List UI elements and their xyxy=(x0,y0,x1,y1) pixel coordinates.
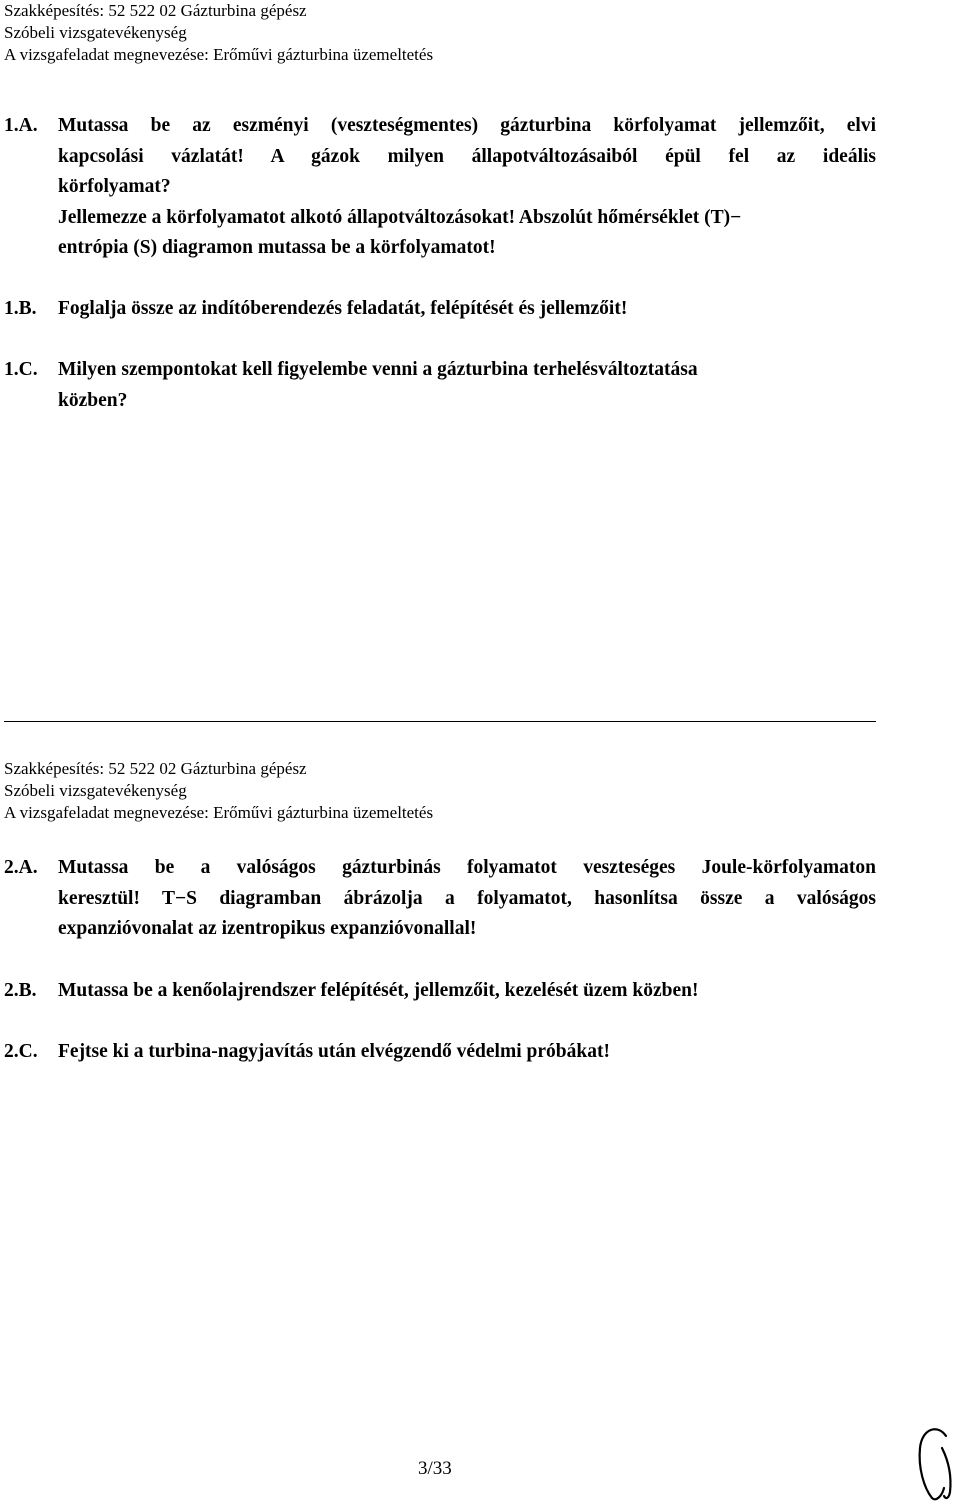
question-number: 2.C. xyxy=(4,1041,38,1062)
question-number: 1.A. xyxy=(4,115,38,136)
exam-activity-line: Szóbeli vizsgatevékenység xyxy=(4,23,187,42)
question-line: Fejtse ki a turbina-nagyjavítás után elvégzendő védelmi próbákat! xyxy=(58,1041,610,1062)
page-header-top xyxy=(4,0,433,66)
exam-task-line: A vizsgafeladat megnevezése: Erőművi gázturbina üzemeltetés xyxy=(4,803,434,822)
signature-mark xyxy=(912,1418,956,1502)
page-header-second xyxy=(4,758,433,824)
question-line: expanzióvonalat az izentropikus expanzióvonallal! xyxy=(58,918,477,939)
question-number: 1.C. xyxy=(4,359,38,380)
question-text xyxy=(58,853,876,945)
question-line: Mutassa be a kenőolajrendszer felépítését, jellemzőit, kezelését üzem közben! xyxy=(58,980,699,1001)
exam-task-line: A vizsgafeladat megnevezése: Erőművi gázturbina üzemeltetés xyxy=(4,45,434,64)
question-number: 2.B. xyxy=(4,980,37,1001)
question-line: kapcsolási vázlatát! A gázok milyen állapotváltozásaiból épül fel az ideális xyxy=(58,145,876,167)
question-line: Mutassa be az eszményi (veszteségmentes) gázturbina körfolyamat jellemzőit, elvi xyxy=(58,115,876,136)
question-text xyxy=(58,294,876,325)
question-2b xyxy=(4,976,876,1007)
question-text xyxy=(58,111,876,264)
question-1b xyxy=(4,294,876,325)
question-number: 2.A. xyxy=(4,857,38,878)
question-1c xyxy=(4,355,876,416)
question-number: 1.B. xyxy=(4,298,37,319)
question-line: Jellemezze a körfolyamatot alkotó állapotváltozásokat! Abszolút hőmérséklet (T)− xyxy=(58,206,742,228)
question-line: Foglalja össze az indítóberendezés feladatát, felépítését és jellemzőit! xyxy=(58,298,628,319)
question-2c xyxy=(4,1037,876,1068)
qualification-line: Szakképesítés: 52 522 02 Gázturbina gépész xyxy=(4,759,307,778)
question-2a xyxy=(4,853,876,945)
qualification-line: Szakképesítés: 52 522 02 Gázturbina gépész xyxy=(4,1,307,20)
section-divider xyxy=(4,721,876,722)
question-1a xyxy=(4,111,876,264)
question-text xyxy=(58,1037,876,1068)
question-line: Mutassa be a valóságos gázturbinás folyamatot veszteséges Joule-körfolyamaton xyxy=(58,857,876,878)
question-text xyxy=(58,355,876,416)
question-line: Milyen szempontokat kell figyelembe venni a gázturbina terhelésváltoztatása xyxy=(58,359,698,380)
question-line: közben? xyxy=(58,389,128,411)
question-text xyxy=(58,976,876,1007)
question-line: entrópia (S) diagramon mutassa be a körfolyamatot! xyxy=(58,237,496,258)
page-number: 3/33 xyxy=(418,1458,452,1479)
question-line: körfolyamat? xyxy=(58,176,171,197)
question-line: keresztül! T−S diagramban ábrázolja a folyamatot, hasonlítsa össze a valóságos xyxy=(58,887,876,909)
exam-activity-line: Szóbeli vizsgatevékenység xyxy=(4,781,187,800)
